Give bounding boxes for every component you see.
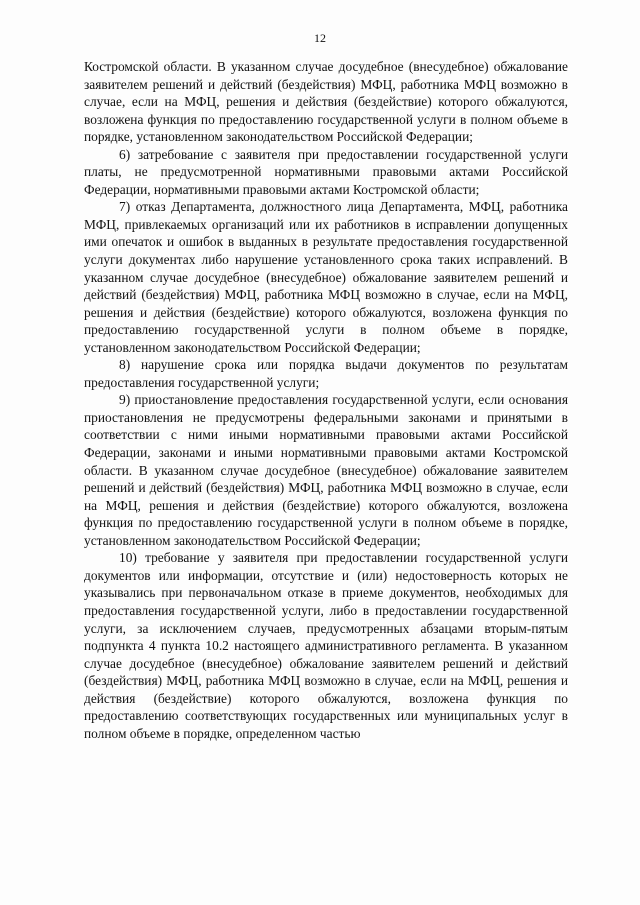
page-number: 12 bbox=[314, 31, 326, 45]
paragraph-item-7: 7) отказ Департамента, должностного лица Департамента, МФЦ, работника МФЦ, привлекаемых организаций или их работников в исправлении допущенных ими опечаток и ошибок в выданных в результате предоставления государственной услуги документах либо нарушение установленного срока таких исправлений. В указанном случае досудебное (внесудебное) обжалование заявителем решений и действий (бездействия) МФЦ, работника МФЦ возможно в случае, если на МФЦ, решения и действия (бездействие) которого обжалуются, возложена функция по предоставлению государственной услуги в полном объеме в порядке, установленном законодательством Российской Федерации; bbox=[84, 199, 568, 355]
paragraph-item-8: 8) нарушение срока или порядка выдачи документов по результатам предоставления государственной услуги; bbox=[84, 357, 568, 390]
paragraph-item-10: 10) требование у заявителя при предоставлении государственной услуги документов или информации, отсутствие и (или) недостоверность которых не указывались при первоначальном отказе в приеме документов, необходимых для предоставления государственной услуги, либо в предоставлении государственной услуги, за исключением случаев, предусмотренных абзацами вторым-пятым подпункта 4 пункта 10.2 настоящего административного регламента. В указанном случае досудебное (внесудебное) обжалование заявителем решений и действий (бездействия) МФЦ, работника МФЦ возможно в случае, если на МФЦ, решения и действия (бездействие) которого обжалуются, возложена функция по предоставлению соответствующих государственных или муниципальных услуг в полном объеме в порядке, определенном частью bbox=[84, 550, 568, 741]
paragraph-item-9: 9) приостановление предоставления государственной услуги, если основания приостановления не предусмотрены федеральными законами и принятыми в соответствии с ними иными нормативными правовыми актами Российской Федерации, законами и иными нормативными правовыми актами Костромской области. В указанном случае досудебное (внесудебное) обжалование заявителем решений и действий (бездействия) МФЦ, работника МФЦ возможно в случае, если на МФЦ, решения и действия (бездействие) которого обжалуются, возложена функция по предоставлению государственной услуги в полном объеме в порядке, установленном законодательством Российской Федерации; bbox=[84, 392, 568, 548]
document-body bbox=[84, 58, 568, 742]
paragraph-item-6: 6) затребование с заявителя при предоставлении государственной услуги платы, не предусмотренной нормативными правовыми актами Российской Федерации, нормативными правовыми актами Костромской области; bbox=[84, 146, 568, 197]
paragraph-continuation: Костромской области. В указанном случае досудебное (внесудебное) обжалование заявителем решений и действий (бездействия) МФЦ, работника МФЦ возможно в случае, если на МФЦ, решения и действия (бездействие) которого обжалуются, возложена функция по предоставлению государственной услуги в полном объеме в порядке, установленном законодательством Российской Федерации; bbox=[84, 59, 568, 145]
